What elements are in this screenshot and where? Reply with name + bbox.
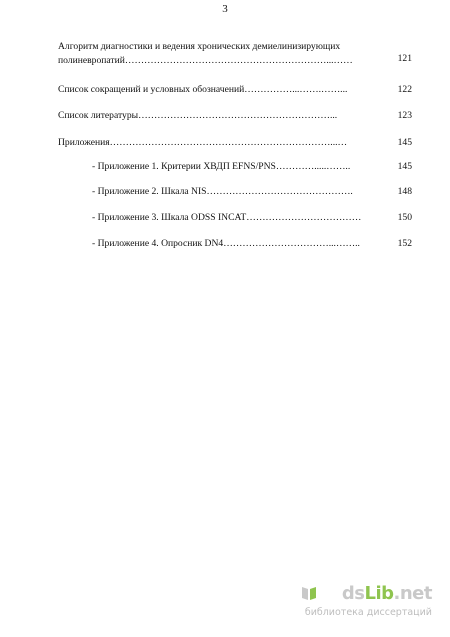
dslib-watermark — [286, 581, 436, 623]
toc-entry-appendix-1 — [92, 161, 412, 173]
toc-entry-appendix-3 — [92, 212, 412, 224]
watermark-brand-net: .net — [393, 583, 432, 604]
toc-entry-text: Список литературы……………………………………………………... — [58, 110, 338, 121]
toc-entry-text-line2: полиневропатий………………………………………………………...…… — [58, 55, 353, 66]
watermark-subtitle: библиотека диссертаций — [304, 607, 432, 618]
watermark-brand — [342, 583, 432, 604]
toc-entry-references — [58, 110, 412, 122]
toc-entry-abbreviations — [58, 84, 412, 96]
toc-entry-page: 122 — [397, 84, 412, 95]
toc-entry-page: 145 — [397, 137, 412, 148]
toc-entry-appendices — [58, 137, 412, 149]
toc-entry-text: Список сокращений и условных обозначений……………...…….……... — [58, 84, 348, 95]
toc-entry-text: Приложения……………………………………………………………...… — [58, 137, 348, 148]
toc-entry-algorithm — [58, 41, 412, 77]
watermark-brand-ds: ds — [341, 583, 365, 604]
watermark-logo — [286, 581, 436, 607]
page-number: 3 — [222, 3, 228, 15]
toc-entry-page: 121 — [397, 53, 412, 64]
book-icon — [300, 584, 318, 602]
toc-entry-text: - Приложение 4. Опросник DN4……………………………...…….. — [92, 238, 360, 249]
toc-entry-text: - Приложение 2. Шкала NIS………………………………………. — [92, 186, 353, 197]
toc-entry-text: - Приложение 1. Критерии ХВДП EFNS/PNS………….....…….. — [92, 161, 351, 172]
toc-entry-page: 148 — [397, 186, 412, 197]
toc-entry-page: 145 — [397, 161, 412, 172]
toc-entry-text-line1: Алгоритм диагностики и ведения хронических демиелинизирующих — [58, 41, 341, 52]
toc-entry-appendix-2 — [92, 186, 412, 198]
toc-entry-page: 152 — [397, 238, 412, 249]
toc-entry-page: 150 — [397, 212, 412, 223]
toc-entry-text: - Приложение 3. Шкала ODSS INCAT……………………………… — [92, 212, 362, 223]
watermark-brand-lib: Lib — [364, 583, 394, 604]
toc-entry-page: 123 — [397, 110, 412, 121]
toc-entry-appendix-4 — [92, 238, 412, 250]
